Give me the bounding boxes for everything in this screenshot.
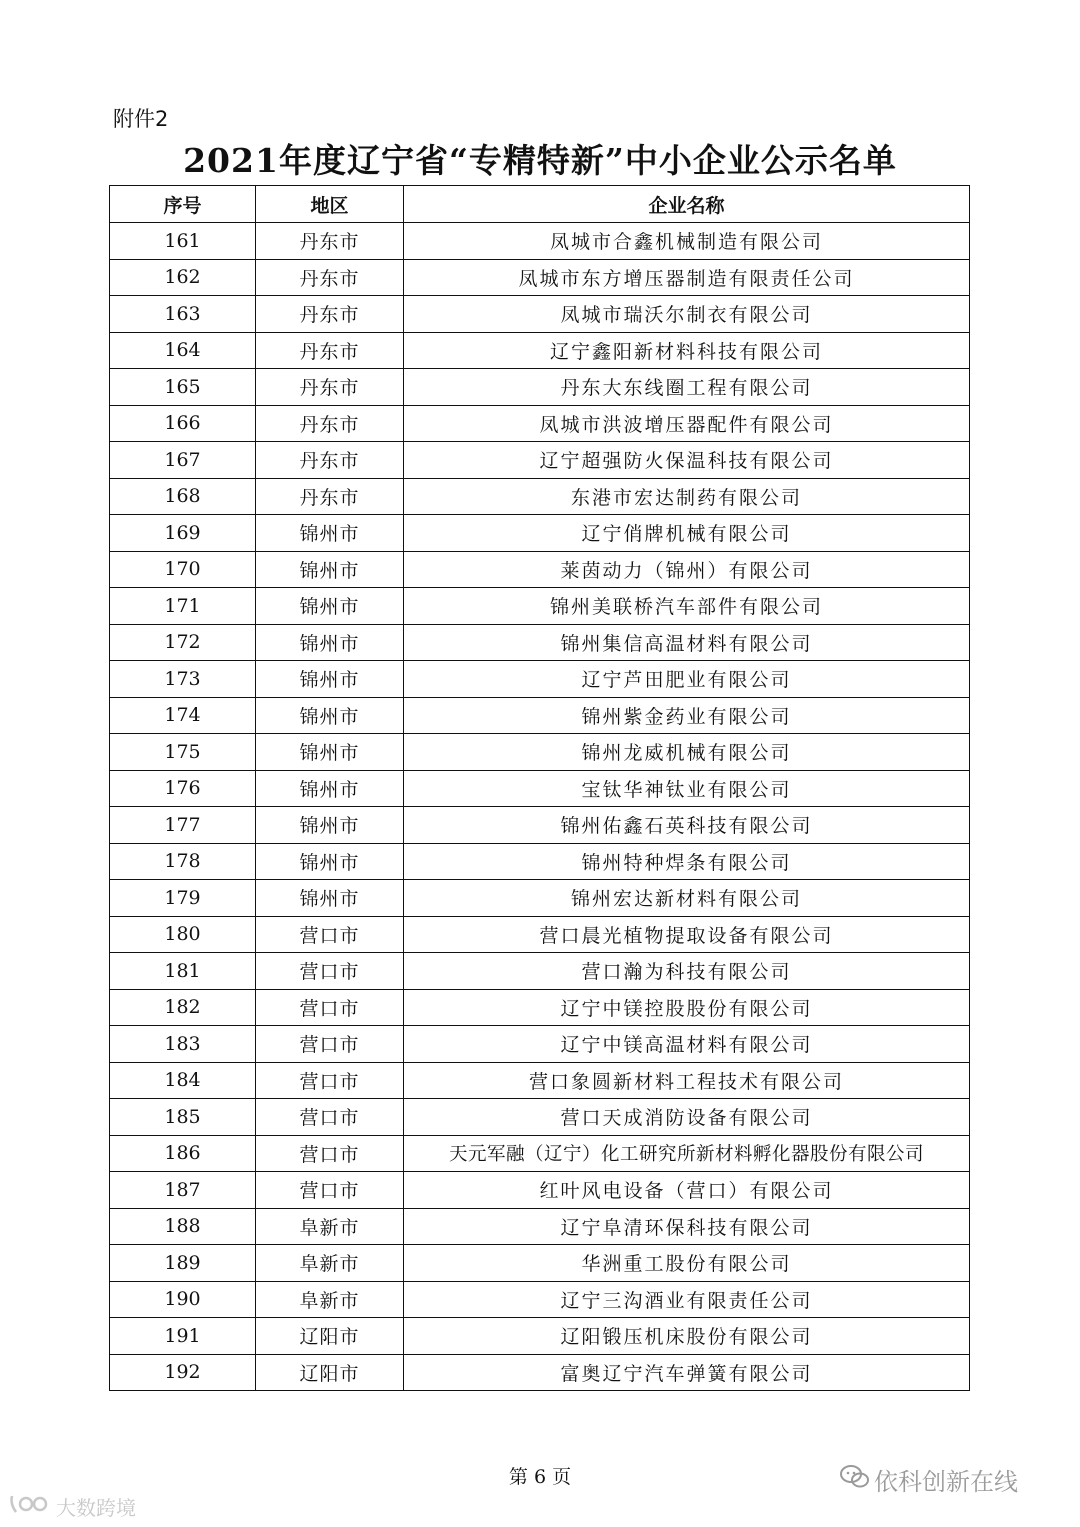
row-region: 营口市 (256, 916, 404, 953)
enterprise-table (109, 185, 970, 1391)
row-company: 锦州特种焊条有限公司 (404, 843, 970, 880)
table-row (110, 442, 970, 479)
row-region: 丹东市 (256, 442, 404, 479)
row-region: 锦州市 (256, 661, 404, 698)
row-number: 192 (110, 1354, 256, 1391)
table-row (110, 296, 970, 333)
table-row (110, 624, 970, 661)
row-company: 富奥辽宁汽车弹簧有限公司 (404, 1354, 970, 1391)
row-number: 164 (110, 332, 256, 369)
table-row (110, 1172, 970, 1209)
row-number: 178 (110, 843, 256, 880)
row-region: 锦州市 (256, 880, 404, 917)
table-row (110, 697, 970, 734)
row-company: 营口象圆新材料工程技术有限公司 (404, 1062, 970, 1099)
row-number: 162 (110, 259, 256, 296)
column-header-region: 地区 (256, 186, 404, 223)
row-company: 辽阳锻压机床股份有限公司 (404, 1318, 970, 1355)
table-row (110, 405, 970, 442)
column-header-number: 序号 (110, 186, 256, 223)
row-region: 锦州市 (256, 624, 404, 661)
row-company: 凤城市瑞沃尔制衣有限公司 (404, 296, 970, 333)
table-row (110, 1026, 970, 1063)
table-row (110, 332, 970, 369)
row-region: 丹东市 (256, 296, 404, 333)
row-number: 165 (110, 369, 256, 406)
row-number: 163 (110, 296, 256, 333)
row-company: 锦州佑鑫石英科技有限公司 (404, 807, 970, 844)
row-company: 锦州龙威机械有限公司 (404, 734, 970, 771)
watermark-right (840, 1462, 1018, 1497)
table-row (110, 1208, 970, 1245)
row-number: 181 (110, 953, 256, 990)
row-company: 营口晨光植物提取设备有限公司 (404, 916, 970, 953)
row-number: 186 (110, 1135, 256, 1172)
row-region: 阜新市 (256, 1281, 404, 1318)
row-number: 168 (110, 478, 256, 515)
watermark-left-text: 大数跨境 (56, 1496, 136, 1520)
row-number: 185 (110, 1099, 256, 1136)
row-company: 锦州紫金药业有限公司 (404, 697, 970, 734)
row-company: 辽宁中镁控股股份有限公司 (404, 989, 970, 1026)
row-number: 187 (110, 1172, 256, 1209)
row-company: 凤城市东方增压器制造有限责任公司 (404, 259, 970, 296)
row-region: 营口市 (256, 1099, 404, 1136)
row-company: 锦州集信高温材料有限公司 (404, 624, 970, 661)
row-region: 锦州市 (256, 697, 404, 734)
table-row (110, 259, 970, 296)
table-row (110, 515, 970, 552)
row-company: 华洲重工股份有限公司 (404, 1245, 970, 1282)
row-company: 宝钛华神钛业有限公司 (404, 770, 970, 807)
row-number: 170 (110, 551, 256, 588)
row-region: 锦州市 (256, 515, 404, 552)
row-number: 183 (110, 1026, 256, 1063)
row-region: 营口市 (256, 1172, 404, 1209)
row-number: 167 (110, 442, 256, 479)
row-company: 辽宁超强防火保温科技有限公司 (404, 442, 970, 479)
table-row (110, 953, 970, 990)
row-region: 丹东市 (256, 478, 404, 515)
watermark-right-text: 依科创新在线 (874, 1468, 1018, 1496)
row-company: 锦州美联桥汽车部件有限公司 (404, 588, 970, 625)
row-number: 182 (110, 989, 256, 1026)
row-region: 营口市 (256, 989, 404, 1026)
row-region: 丹东市 (256, 369, 404, 406)
row-number: 161 (110, 223, 256, 260)
row-number: 169 (110, 515, 256, 552)
column-header-company: 企业名称 (404, 186, 970, 223)
table-row (110, 807, 970, 844)
table-row (110, 478, 970, 515)
row-number: 172 (110, 624, 256, 661)
table-row (110, 1354, 970, 1391)
row-region: 丹东市 (256, 405, 404, 442)
table-row (110, 916, 970, 953)
row-region: 丹东市 (256, 259, 404, 296)
row-region: 阜新市 (256, 1208, 404, 1245)
row-number: 173 (110, 661, 256, 698)
row-region: 营口市 (256, 1062, 404, 1099)
wechat-icon (840, 1464, 870, 1496)
row-number: 191 (110, 1318, 256, 1355)
row-number: 176 (110, 770, 256, 807)
row-region: 阜新市 (256, 1245, 404, 1282)
row-number: 166 (110, 405, 256, 442)
watermark-left (8, 1492, 136, 1521)
table-row (110, 223, 970, 260)
row-company: 辽宁俏牌机械有限公司 (404, 515, 970, 552)
table-row (110, 588, 970, 625)
table-row (110, 551, 970, 588)
row-company: 丹东大东线圈工程有限公司 (404, 369, 970, 406)
row-region: 营口市 (256, 1135, 404, 1172)
row-number: 179 (110, 880, 256, 917)
row-number: 175 (110, 734, 256, 771)
table-row (110, 843, 970, 880)
row-region: 丹东市 (256, 332, 404, 369)
row-region: 锦州市 (256, 588, 404, 625)
row-company: 凤城市合鑫机械制造有限公司 (404, 223, 970, 260)
row-region: 锦州市 (256, 843, 404, 880)
table-row (110, 1318, 970, 1355)
row-region: 锦州市 (256, 770, 404, 807)
row-company: 辽宁三沟酒业有限责任公司 (404, 1281, 970, 1318)
row-number: 189 (110, 1245, 256, 1282)
row-region: 营口市 (256, 1026, 404, 1063)
row-number: 177 (110, 807, 256, 844)
row-number: 174 (110, 697, 256, 734)
row-company: 营口天成消防设备有限公司 (404, 1099, 970, 1136)
page-number: 第 6 页 (508, 1466, 572, 1488)
table-header-row (110, 186, 970, 223)
row-region: 辽阳市 (256, 1354, 404, 1391)
row-number: 180 (110, 916, 256, 953)
row-number: 188 (110, 1208, 256, 1245)
table-row (110, 1099, 970, 1136)
row-company: 辽宁鑫阳新材料科技有限公司 (404, 332, 970, 369)
row-company: 辽宁阜清环保科技有限公司 (404, 1208, 970, 1245)
row-company: 锦州宏达新材料有限公司 (404, 880, 970, 917)
row-region: 锦州市 (256, 551, 404, 588)
row-region: 锦州市 (256, 807, 404, 844)
table-row (110, 369, 970, 406)
table-row (110, 661, 970, 698)
table-row (110, 1281, 970, 1318)
row-company: 红叶风电设备（营口）有限公司 (404, 1172, 970, 1209)
row-company: 凤城市洪波增压器配件有限公司 (404, 405, 970, 442)
document-title: 2021年度辽宁省“专精特新”中小企业公示名单 (183, 141, 897, 180)
row-number: 171 (110, 588, 256, 625)
table-row (110, 880, 970, 917)
row-region: 营口市 (256, 953, 404, 990)
table-row (110, 1062, 970, 1099)
table-row (110, 1135, 970, 1172)
row-region: 丹东市 (256, 223, 404, 260)
attachment-label: 附件2 (113, 107, 169, 131)
row-company: 莱茵动力（锦州）有限公司 (404, 551, 970, 588)
row-company: 辽宁芦田肥业有限公司 (404, 661, 970, 698)
table-row (110, 734, 970, 771)
row-region: 辽阳市 (256, 1318, 404, 1355)
table-row (110, 1245, 970, 1282)
row-company: 东港市宏达制药有限公司 (404, 478, 970, 515)
table-row (110, 770, 970, 807)
row-company: 营口瀚为科技有限公司 (404, 953, 970, 990)
brand-logo-icon (8, 1492, 52, 1521)
row-region: 锦州市 (256, 734, 404, 771)
table-row (110, 989, 970, 1026)
row-company: 天元军融（辽宁）化工研究所新材料孵化器股份有限公司 (404, 1135, 970, 1172)
row-number: 190 (110, 1281, 256, 1318)
row-company: 辽宁中镁高温材料有限公司 (404, 1026, 970, 1063)
row-number: 184 (110, 1062, 256, 1099)
